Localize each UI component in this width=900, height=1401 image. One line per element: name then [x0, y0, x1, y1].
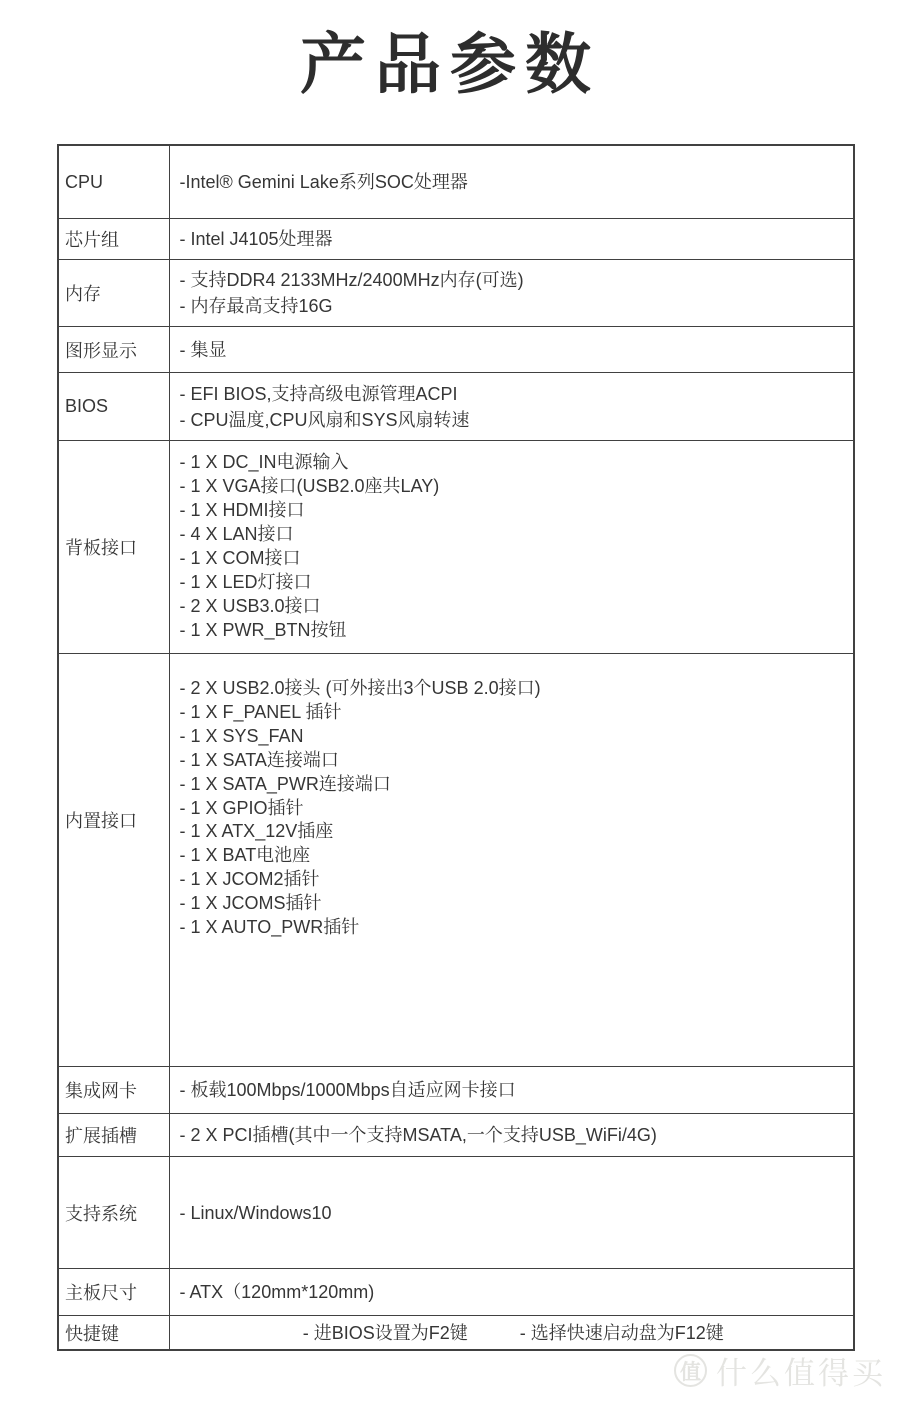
- table-row: [59, 372, 853, 440]
- spec-line: - 1 X VGA接口(USB2.0座共LAY): [179, 476, 440, 497]
- watermark-text: 什么值得买: [716, 1356, 886, 1391]
- spec-label-text: 集成网卡: [65, 1081, 137, 1101]
- table-row: [59, 1268, 853, 1315]
- spec-value: [170, 219, 854, 259]
- spec-value: [170, 373, 854, 440]
- spec-line: - 2 X USB2.0接头 (可外接出3个USB 2.0接口): [179, 678, 541, 698]
- spec-line: - ATX（120mm*120mm): [179, 1282, 375, 1302]
- spec-line: - 支持DDR4 2133MHz/2400MHz内存(可选): [179, 270, 524, 290]
- spec-line: - EFI BIOS,支持高级电源管理ACPI: [179, 383, 458, 404]
- spec-label: [59, 260, 170, 326]
- spec-value: [170, 654, 854, 1066]
- spec-line: - 1 X DC_IN电源输入: [179, 452, 349, 473]
- watermark: [674, 1348, 886, 1393]
- table-row: [59, 1066, 853, 1113]
- spec-line: - 板载100Mbps/1000Mbps自适应网卡接口: [179, 1080, 516, 1100]
- spec-line: - 1 X HDMI接口: [179, 500, 305, 521]
- spec-label-text: 图形显示: [65, 340, 137, 361]
- spec-label: [59, 1269, 170, 1315]
- spec-label-text: 主板尺寸: [65, 1283, 137, 1303]
- spec-line: - 1 X BAT电池座: [179, 845, 311, 866]
- spec-label-text: CPU: [65, 171, 104, 192]
- spec-line: - Linux/Windows10: [179, 1202, 332, 1223]
- spec-label: [59, 1114, 170, 1156]
- spec-line: - 1 X SATA_PWR连接端口: [179, 773, 391, 794]
- table-row: [59, 259, 853, 326]
- spec-line: - 内存最高支持16G: [179, 296, 333, 316]
- spec-label: [59, 146, 170, 218]
- spec-label-text: 芯片组: [65, 230, 119, 250]
- spec-line: - 进BIOS设置为F2键: [302, 1322, 468, 1343]
- spec-line: - 2 X USB3.0接口: [179, 595, 321, 616]
- spec-label-text: 内置接口: [65, 811, 137, 831]
- spec-label: [59, 1316, 170, 1349]
- spec-line: - 1 X PWR_BTN按钮: [179, 619, 347, 640]
- spec-label: [59, 654, 170, 1066]
- spec-line: -Intel® Gemini Lake系列SOC处理器: [179, 172, 468, 192]
- table-row: [59, 1113, 853, 1156]
- spec-value: [170, 327, 854, 372]
- spec-line: - 1 X COM接口: [179, 548, 301, 568]
- spec-line: - 集显: [179, 339, 227, 360]
- spec-line: - CPU温度,CPU风扇和SYS风扇转速: [179, 409, 470, 430]
- spec-line: - 1 X SYS_FAN: [179, 725, 304, 746]
- spec-line: - 选择快速启动盘为F12键: [519, 1322, 724, 1343]
- spec-line: - 1 X JCOM2插针: [179, 869, 320, 890]
- spec-line: - 4 X LAN接口: [179, 524, 294, 545]
- table-row: [59, 218, 853, 259]
- spec-value: [170, 441, 854, 653]
- spec-value: [170, 1114, 854, 1156]
- table-row: [59, 1315, 853, 1349]
- spec-label-text: BIOS: [65, 396, 109, 416]
- spec-value: [170, 146, 854, 218]
- spec-value: [170, 260, 854, 326]
- spec-label-text: 支持系统: [65, 1203, 137, 1224]
- spec-line: - 1 X LED灯接口: [179, 571, 312, 592]
- spec-line: - 1 X ATX_12V插座: [179, 821, 334, 842]
- spec-label: [59, 441, 170, 653]
- spec-line: - 2 X PCI插槽(其中一个支持MSATA,一个支持USB_WiFi/4G): [179, 1125, 657, 1145]
- page-title: 产品参数: [300, 27, 600, 101]
- spec-label-text: 快捷键: [65, 1323, 119, 1344]
- spec-value: [170, 1269, 854, 1315]
- spec-value: [170, 1316, 854, 1349]
- spec-label: [59, 219, 170, 259]
- spec-label: [59, 1157, 170, 1268]
- table-row: [59, 1156, 853, 1268]
- spec-line: - Intel J4105处理器: [179, 229, 333, 249]
- spec-table: [57, 144, 855, 1351]
- spec-value: [170, 1157, 854, 1268]
- smzdm-badge-icon: 值: [674, 1354, 707, 1387]
- table-row: [59, 653, 853, 1066]
- spec-label: [59, 373, 170, 440]
- spec-line: - 1 X SATA连接端口: [179, 749, 339, 770]
- spec-label-text: 内存: [65, 284, 101, 304]
- spec-line: - 1 X JCOMS插针: [179, 893, 322, 914]
- table-row: [59, 326, 853, 372]
- spec-label: [59, 1067, 170, 1113]
- spec-line: - 1 X F_PANEL 插针: [179, 701, 342, 722]
- table-row: [59, 146, 853, 218]
- spec-label: [59, 327, 170, 372]
- spec-line: - 1 X GPIO插针: [179, 797, 304, 818]
- spec-label-text: 扩展插槽: [65, 1126, 137, 1146]
- table-row: [59, 440, 853, 653]
- spec-line: - 1 X AUTO_PWR插针: [179, 917, 360, 938]
- spec-label-text: 背板接口: [65, 538, 137, 558]
- spec-value: [170, 1067, 854, 1113]
